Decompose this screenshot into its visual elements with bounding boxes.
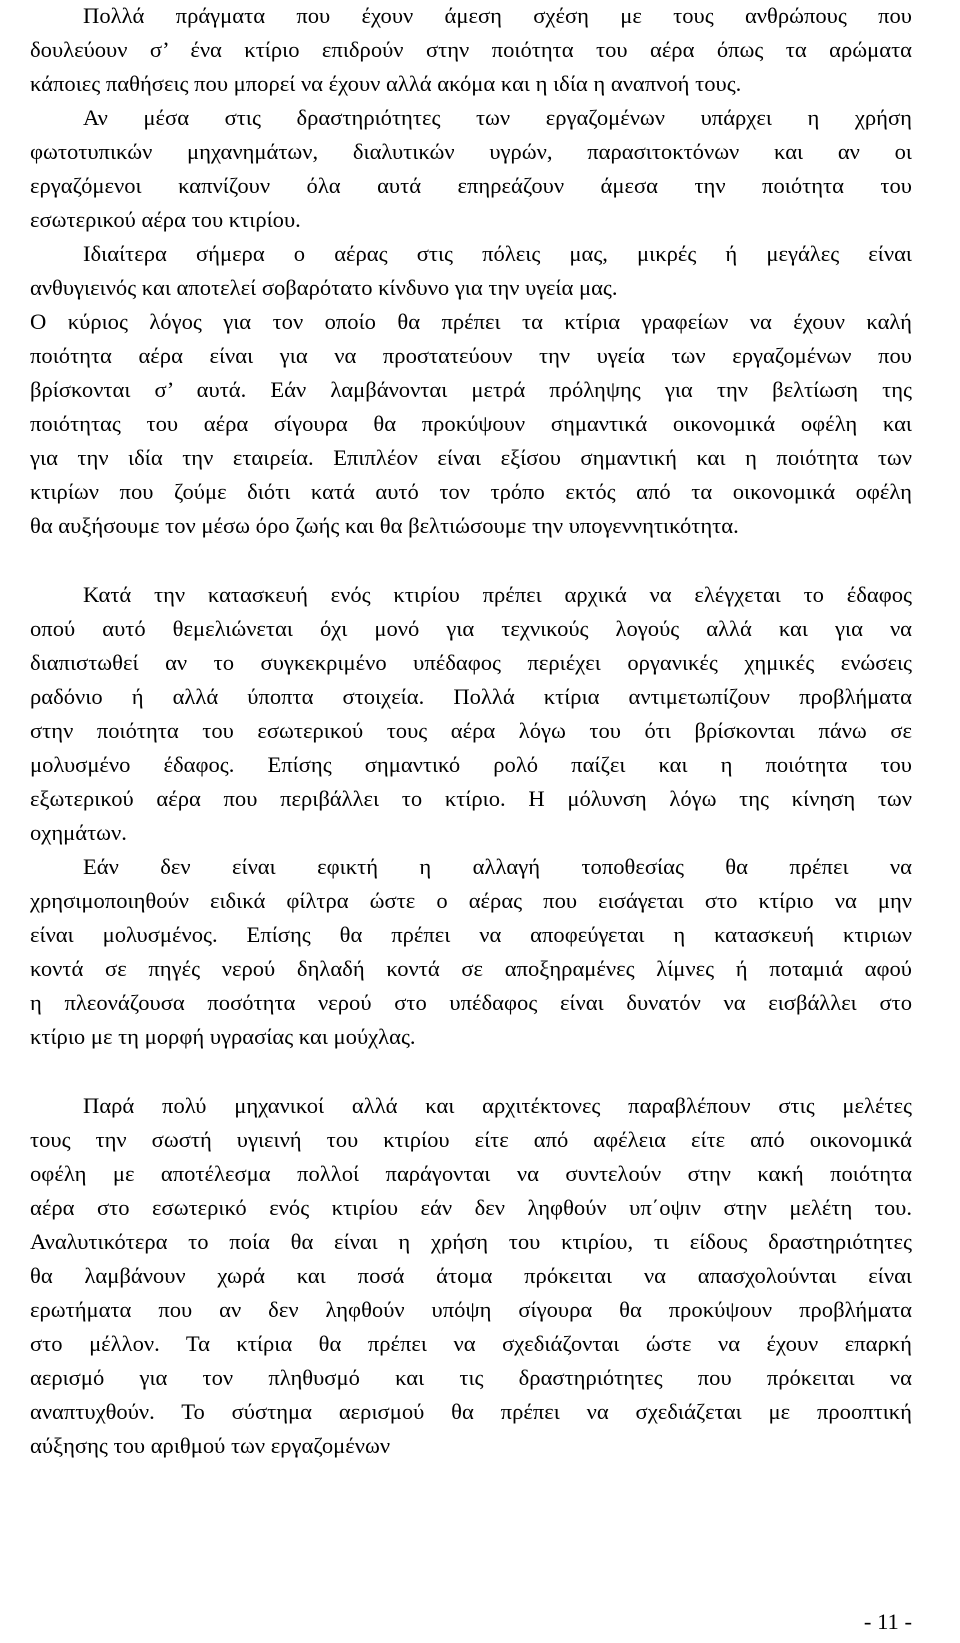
text-line: η πλεονάζουσα ποσότητα νερού στο υπέδαφος είναι δυνατόν να εισβάλλει στο — [30, 990, 912, 1015]
text-line: κάποιες παθήσεις που μπορεί να έχουν αλλά ακόμα και η ιδία η αναπνοή τους. — [30, 71, 742, 96]
text-line: θα αυξήσουμε τον μέσω όρο ζωής και θα βελτιώσουμε την υπογεννητικότητα. — [30, 513, 739, 538]
text-line: Πολλά πράγματα που έχουν άμεση σχέση με τους ανθρώπους που — [83, 3, 912, 28]
text-line: Αναλυτικότερα το ποία θα είναι η χρήση του κτιρίου, τι είδους δραστηριότητες — [30, 1229, 912, 1254]
text-line: Παρά πολύ μηχανικοί αλλά και αρχιτέκτονες παραβλέπουν στις μελέτες — [83, 1093, 912, 1118]
text-line: Ο κύριος λόγος για τον οποίο θα πρέπει τα κτίρια γραφείων να έχουν καλή — [30, 309, 912, 334]
text-line: χρησιμοποιηθούν ειδικά φίλτρα ώστε ο αέρας που εισάγεται στο κτίριο να μην — [30, 888, 912, 913]
text-line: κοντά σε πηγές νερού δηλαδή κοντά σε αποξηραμένες λίμνες ή ποταμιά αφού — [30, 956, 912, 981]
text-line: φωτοτυπικών μηχανημάτων, διαλυτικών υγρών, παρασιτοκτόνων και αν οι — [30, 139, 912, 164]
text-line: για την ιδία την εταιρεία. Επιπλέον είναι εξίσου σημαντική και η ποιότητα των — [30, 445, 912, 470]
text-line: Εάν δεν είναι εφικτή η αλλαγή τοποθεσίας θα πρέπει να — [83, 854, 912, 879]
text-line: ανθυγιεινός και αποτελεί σοβαρότατο κίνδυνο για την υγεία μας. — [30, 275, 618, 300]
text-line: αερισμό για τον πληθυσμό και τις δραστηριότητες που πρόκειται να — [30, 1365, 912, 1390]
text-line: Κατά την κατασκευή ενός κτιρίου πρέπει αρχικά να ελέγχεται το έδαφος — [83, 582, 912, 607]
page-number: - 11 - — [863, 1609, 912, 1634]
text-line: διαπιστωθεί αν το συγκεκριμένο υπέδαφος περιέχει οργανικές χημικές ενώσεις — [30, 650, 912, 675]
text-line: ραδόνιο ή αλλά ύποπτα στοιχεία. Πολλά κτίρια αντιμετωπίζουν προβλήματα — [30, 684, 912, 709]
text-line: βρίσκονται σ’ αυτά. Εάν λαμβάνονται μετρά πρόληψης για την βελτίωση της — [30, 377, 912, 402]
text-line: τους την σωστή υγιεινή του κτιρίου είτε από αφέλεια είτε από οικονομικά — [30, 1127, 912, 1152]
text-line: μολυσμένο έδαφος. Επίσης σημαντικό ρολό παίζει και η ποιότητα του — [30, 752, 912, 777]
text-line: εξωτερικού αέρα που περιβάλλει το κτίριο. Η μόλυνση λόγω της κίνηση των — [30, 786, 912, 811]
text-line: θα λαμβάνουν χωρά και ποσά άτομα πρόκειται να απασχολούνται είναι — [30, 1263, 912, 1288]
text-line: ποιότητα αέρα είναι για να προστατεύουν την υγεία των εργαζομένων που — [30, 343, 912, 368]
text-line: οπού αυτό θεμελιώνεται όχι μονό για τεχνικούς λογούς αλλά και για να — [30, 616, 912, 641]
text-line: οχημάτων. — [30, 820, 127, 845]
text-line: κτιρίων που ζούμε διότι κατά αυτό τον τρόπο εκτός από τα οικονομικά οφέλη — [30, 479, 912, 504]
text-line: στο μέλλον. Τα κτίρια θα πρέπει να σχεδιάζονται ώστε να έχουν επαρκή — [30, 1331, 912, 1356]
text-line: αέρα στο εσωτερικό ενός κτιρίου εάν δεν ληφθούν υπ΄οψιν στην μελέτη του. — [30, 1195, 912, 1220]
text-line: οφέλη με αποτέλεσμα πολλοί παράγονται να συντελούν στην κακή ποιότητα — [30, 1161, 912, 1186]
text-line: κτίριο με τη μορφή υγρασίας και μούχλας. — [30, 1024, 416, 1049]
text-line: εργαζόμενοι καπνίζουν όλα αυτά επηρεάζουν άμεσα την ποιότητα του — [30, 173, 912, 198]
text-line: εσωτερικού αέρα του κτιρίου. — [30, 207, 301, 232]
text-line: αύξησης του αριθμού των εργαζομένων — [30, 1433, 391, 1458]
text-line: Ιδιαίτερα σήμερα ο αέρας στις πόλεις μας, μικρές ή μεγάλες είναι — [83, 241, 912, 266]
text-line: στην ποιότητα του εσωτερικού τους αέρα λόγω του ότι βρίσκονται πάνω σε — [30, 718, 912, 743]
text-line: είναι μολυσμένος. Επίσης θα πρέπει να αποφεύγεται η κατασκευή κτιριων — [30, 922, 912, 947]
text-line: ποιότητας του αέρα σίγουρα θα προκύψουν σημαντικά οικονομικά οφέλη και — [30, 411, 912, 436]
text-line: αναπτυχθούν. Το σύστημα αερισμού θα πρέπει να σχεδιάζεται με προοπτική — [30, 1399, 912, 1424]
text-line: δουλεύουν σ’ ένα κτίριο επιδρούν στην ποιότητα του αέρα όπως τα αρώματα — [30, 37, 912, 62]
text-line: ερωτήματα που αν δεν ληφθούν υπόψη σίγουρα θα προκύψουν προβλήματα — [30, 1297, 912, 1322]
text-line: Αν μέσα στις δραστηριότητες των εργαζομένων υπάρχει η χρήση — [83, 105, 912, 130]
